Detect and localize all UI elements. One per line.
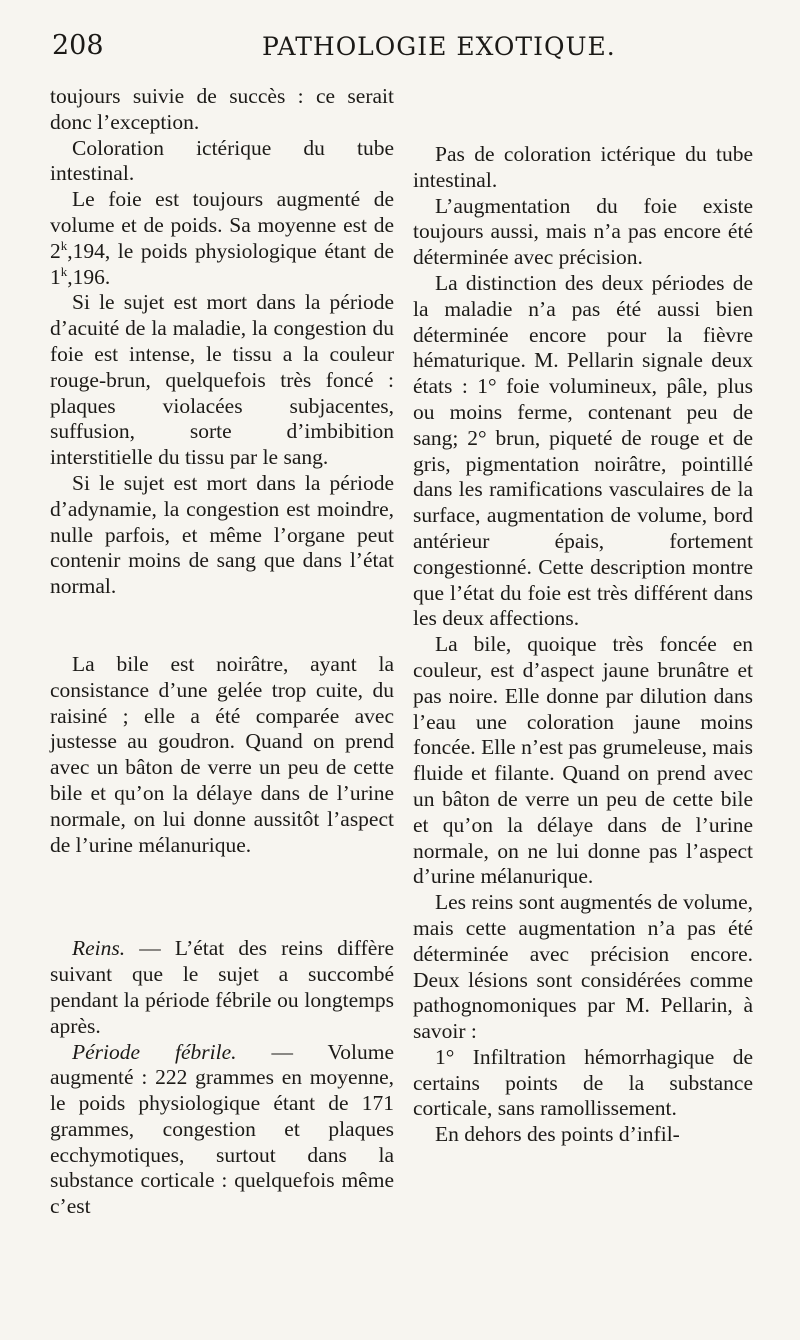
left-paragraph-2: Coloration ictérique du tube intestinal. [50,135,394,186]
left-paragraph-3 [50,187,394,290]
left-p7-italic: Reins. [72,936,126,961]
right-paragraph-2: L’augmentation du foie existe toujours aussi, mais n’a pas encore été déterminée avec précision. [413,193,753,270]
left-paragraph-7 [50,936,394,1039]
page-header [0,30,800,74]
right-paragraph-3: La distinction des deux périodes de la maladie n’a pas été aussi bien déterminée encore pour la fièvre hématurique. M. Pellarin signale deux états : 1° foie volumineux, pâle, plus ou moins ferme, contenant peu de sang; 2° brun, piqueté de rouge et de gris, pigmentation noirâtre, pointillé dans les ramifications vasculaires de la surface, augmentation de volume, bord antérieur épais, fortement congestionné. Cette description montre que l’état du foie est très différent dans les deux affections. [413,270,753,631]
left-paragraph-5: Si le sujet est mort dans la période d’adynamie, la congestion est moindre, nulle parfois, et même l’organe peut contenir moins de sang que dans l’état normal. [50,470,394,599]
left-paragraph-6: La bile est noirâtre, ayant la consistance d’une gelée trop cuite, du raisiné ; elle a été comparée avec justesse au goudron. Quand on prend avec un bâton de verre un peu de cette bile et qu’on la délaye dans de l’urine normale, on lui donne aussitôt l’aspect de l’urine mélanurique. [50,651,394,857]
left-paragraph-4: Si le sujet est mort dans la période d’acuité de la maladie, la congestion du foie est intense, le tissu a la couleur rouge-brun, quelquefois très foncé : plaques violacées subjacentes, suffusion, sorte d’imbibition interstitielle du tissu par le sang. [50,290,394,470]
left-paragraph-8 [50,1040,394,1221]
right-paragraph-4: La bile, quoique très foncée en couleur, est d’aspect jaune brunâtre et pas noire. Elle donne par dilution dans l’eau une coloration jaune moins foncée. Elle n’est pas grumeleuse, mais fluide et filante. Quand on prend avec un bâton de verre un peu de cette bile et qu’on la délaye dans de l’urine normale, on ne lui donne pas l’aspect d’urine mélanurique. [413,632,753,889]
left-column [50,84,394,1220]
left-p3-sup-2: k [60,263,68,279]
left-p8-text: — Volume augmenté : 222 grammes en moyenne, le poids physiologique étant de 171 grammes, congestion et plaques ecchymotiques, surtout dans la substance corticale : quelquefois même c’est [50,1039,394,1219]
left-p3-text-a: Le foie est toujours augmenté de volume et de poids. Sa moyenne est de 2 [50,187,394,263]
left-p8-italic: Période fébrile. [72,1039,237,1064]
right-column [413,142,753,1148]
left-p3-text-b: ,194, le poids physiologique étant de 1 [50,238,394,289]
left-p3-sup-1: k [60,237,68,253]
left-p7-text: — L’état des reins diffère suivant que le sujet a succombé pendant la période fébrile ou longtemps après. [50,936,394,1038]
left-p3-text-c: ,196. [67,264,111,289]
running-title: PATHOLOGIE EXOTIQUE. [262,32,616,61]
left-paragraph-1: toujours suivie de succès : ce serait donc l’exception. [50,84,394,134]
page-number: 208 [52,30,104,61]
right-paragraph-6: 1° Infiltration hémorrhagique de certains points de la substance corticale, sans ramollissement. [413,1044,753,1121]
right-paragraph-1: Pas de coloration ictérique du tube intestinal. [413,142,753,192]
right-paragraph-5: Les reins sont augmentés de volume, mais cette augmentation n’a pas été déterminée avec précision encore. Deux lésions sont considérées comme pathognomoniques par M. Pellarin, à savoir : [413,890,753,1044]
right-paragraph-7: En dehors des points d’infil- [435,1122,680,1147]
